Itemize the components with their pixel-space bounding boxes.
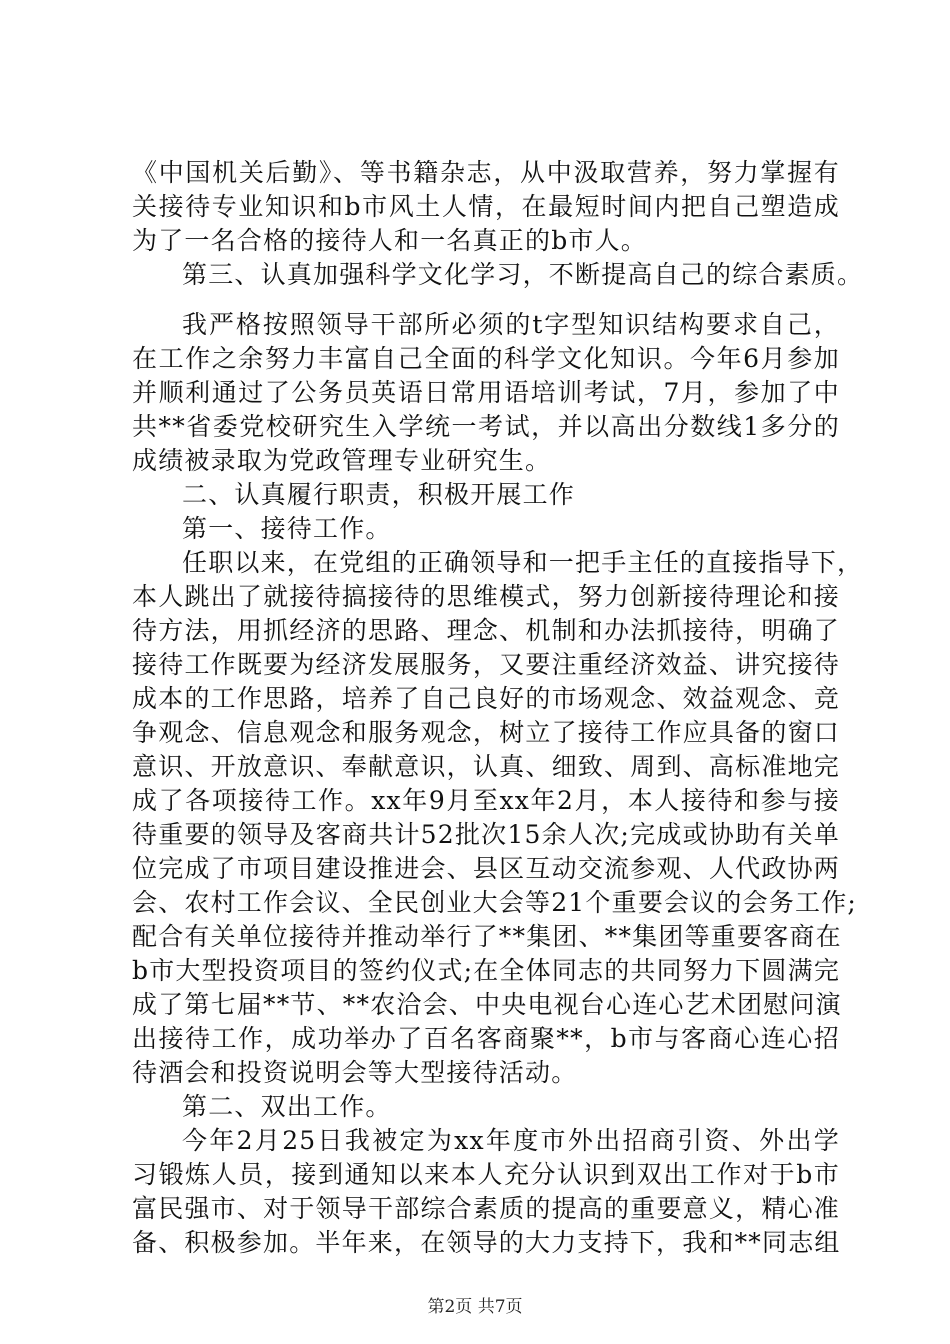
text-line: 富民强市、对于领导干部综合素质的提高的重要意义，精心准: [132, 1194, 840, 1223]
text-line: 为了一名合格的接待人和一名真正的b市人。: [132, 226, 648, 255]
text-line: 成绩被录取为党政管理专业研究生。: [132, 446, 552, 475]
text-line: 习锻炼人员，接到通知以来本人充分认识到双出工作对于b市: [132, 1160, 840, 1189]
section-heading: 第三、认真加强科学文化学习，不断提高自己的综合素质。: [182, 260, 864, 289]
text-line: 成了各项接待工作。xx年9月至xx年2月，本人接待和参与接: [132, 786, 840, 815]
text-line: 成本的工作思路，培养了自己良好的市场观念、效益观念、竞: [132, 684, 840, 713]
text-line: 配合有关单位接待并推动举行了**集团、**集团等重要客商在: [132, 922, 842, 951]
text-line: 争观念、信息观念和服务观念，树立了接待工作应具备的窗口: [132, 718, 840, 747]
text-line: 备、积极参加。半年来，在领导的大力支持下，我和**同志组: [132, 1228, 841, 1257]
text-line: 待酒会和投资说明会等大型接待活动。: [132, 1058, 578, 1087]
text-line: 会、农村工作会议、全民创业大会等21个重要会议的会务工作;: [132, 888, 858, 917]
page-number-footer: 第2页 共7页: [427, 1297, 523, 1317]
document-body: [132, 156, 864, 1260]
text-line: 《中国机关后勤》、等书籍杂志，从中汲取营养，努力掌握有: [132, 158, 840, 187]
text-line: 任职以来，在党组的正确领导和一把手主任的直接指导下，: [182, 548, 864, 577]
text-line: 今年2月25日我被定为xx年度市外出招商引资、外出学: [182, 1126, 840, 1155]
text-line: 待方法，用抓经济的思路、理念、机制和办法抓接待，明确了: [132, 616, 840, 645]
text-line: 接待工作既要为经济发展服务，又要注重经济效益、讲究接待: [132, 650, 840, 679]
text-line: 并顺利通过了公务员英语日常用语培训考试，7月，参加了中: [132, 378, 840, 407]
text-line: b市大型投资项目的签约仪式;在全体同志的共同努力下圆满完: [132, 956, 841, 985]
subsection-heading: 第二、双出工作。: [182, 1092, 392, 1121]
section-heading: 二、认真履行职责，积极开展工作: [182, 480, 576, 509]
text-line: 出接待工作，成功举办了百名客商聚**，b市与客商心连心招: [132, 1024, 840, 1053]
text-line: 待重要的领导及客商共计52批次15余人次;完成或协助有关单: [132, 820, 840, 849]
text-line: 成了第七届**节、**农洽会、中央电视台心连心艺术团慰问演: [132, 990, 842, 1019]
text-line: 共**省委党校研究生入学统一考试，并以高出分数线1多分的: [132, 412, 840, 441]
text-line: 意识、开放意识、奉献意识，认真、细致、周到、高标准地完: [132, 752, 840, 781]
text-line: 位完成了市项目建设推进会、县区互动交流参观、人代政协两: [132, 854, 840, 883]
text-line: 本人跳出了就接待搞接待的思维模式，努力创新接待理论和接: [132, 582, 840, 611]
text-line: 在工作之余努力丰富自己全面的科学文化知识。今年6月参加: [132, 344, 840, 373]
text-line: 我严格按照领导干部所必须的t字型知识结构要求自己，: [182, 310, 840, 339]
paragraph-gap: [132, 292, 840, 308]
subsection-heading: 第一、接待工作。: [182, 514, 392, 543]
text-line: 关接待专业知识和b市风土人情，在最短时间内把自己塑造成: [132, 192, 840, 221]
